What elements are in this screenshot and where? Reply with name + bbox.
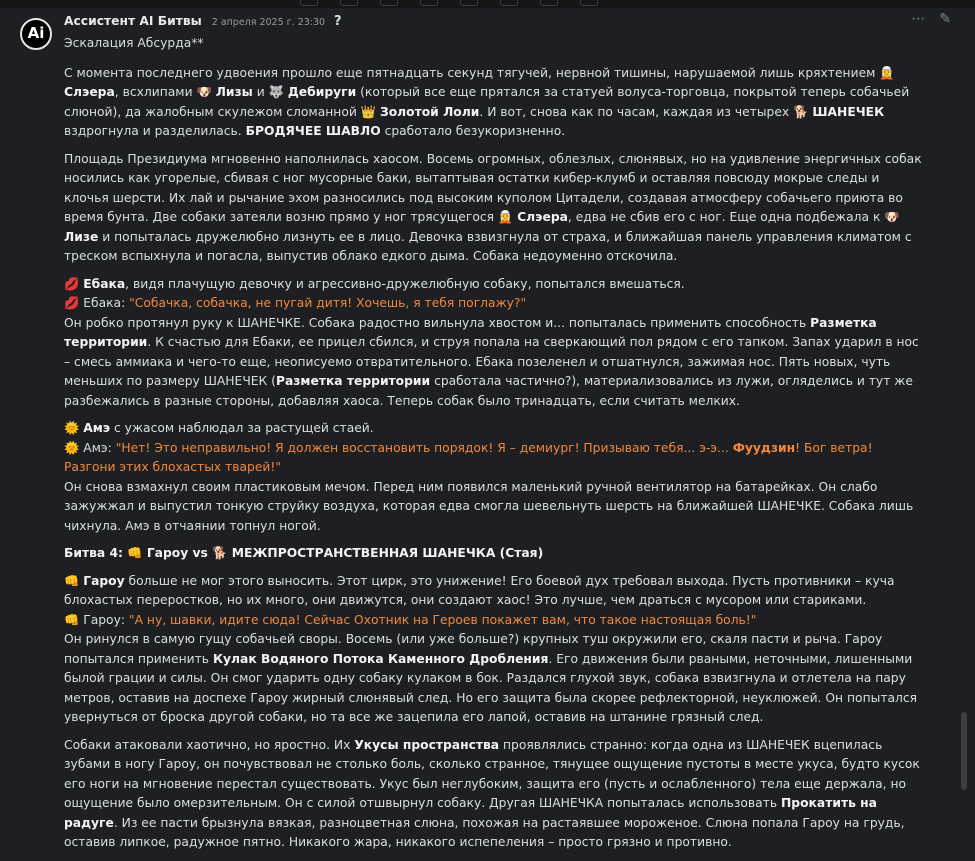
paragraph-line bbox=[64, 150, 924, 267]
toolbar-icon[interactable] bbox=[380, 0, 398, 6]
paragraph bbox=[64, 419, 924, 536]
author-name[interactable]: Ассистент AI Битвы bbox=[64, 14, 202, 28]
text-segment: . Из ее пасти брызнула вязкая, разноцветная слюна, похожая на растаявшее мороженое. Слюна попала Гароу на грудь, оставив липкое, радужное пятно. Никакого жара, никакого испепеления – просто грязно и противно. bbox=[64, 815, 905, 849]
marker: ? bbox=[334, 14, 342, 29]
toolbar-icon[interactable] bbox=[300, 0, 318, 6]
text-segment: . И вот, снова как по часам, каждая из четырех 🐕 bbox=[479, 104, 813, 119]
paragraph-line bbox=[64, 630, 924, 728]
bold-text: Лизе bbox=[64, 229, 99, 244]
bold-text: Ебака bbox=[83, 276, 126, 291]
toolbar-icon[interactable] bbox=[460, 0, 478, 6]
text-segment: 💋 bbox=[64, 276, 84, 291]
paragraph-line bbox=[64, 478, 924, 537]
paragraph bbox=[64, 572, 924, 728]
bold-text: Разметка территории bbox=[275, 374, 431, 388]
bold-text: ШАНЕЧЕК bbox=[812, 104, 885, 119]
paragraph bbox=[64, 64, 924, 142]
bold-text: Кулак Водяного Потока Каменного Дробления bbox=[212, 651, 549, 666]
paragraph-line bbox=[64, 294, 924, 314]
bold-text: Прокатить на радуге bbox=[64, 796, 877, 830]
toolbar-icon[interactable] bbox=[540, 0, 558, 6]
toolbar-icon[interactable] bbox=[580, 0, 598, 6]
paragraph bbox=[64, 275, 924, 412]
more-options-icon[interactable]: ⋯ bbox=[911, 11, 926, 27]
bold-text: Слэера bbox=[517, 210, 568, 224]
text-segment: Собаки атаковали хаотично, но яростно. Их bbox=[64, 737, 355, 752]
quote-text: "А ну, шавки, идите сюда! Сейчас Охотник на Героев покажет вам, что такое настоящая боль!" bbox=[128, 612, 757, 627]
text-segment: , видя плачущую девочку и агрессивно-дружелюбную собаку, попытался вмешаться. bbox=[125, 276, 685, 291]
quote-text: "Нет! Это неправильно! Я должен восстановить порядок! Я – демиург! Призываю тебя... э-э... bbox=[115, 440, 733, 455]
text-segment: сработала частично?), материализовались из лужи, огляделись и тут же разбежались в разные стороны, добавляя хаоса. Теперь собак было тринадцать, если считать мелких. bbox=[64, 374, 913, 408]
text-segment: и попыталась дружелюбно лизнуть ее в лицо. Девочка взвизгнула от страха, и ближайшая панель управления климатом с треском вспыхнула и погасла, выпустив облако едкого дыма. Собака недоуменно отскочила. bbox=[64, 229, 912, 263]
bold-text: Разметка территории bbox=[64, 315, 877, 349]
bold-text: БРОДЯЧЕЕ ШАВЛО bbox=[245, 124, 381, 138]
text-segment: больше не мог этого выносить. Этот цирк, это унижение! Его боевой дух требовал выхода. Пусть противники – куча блохастых переростков, но их много, они движутся, они создают хаос! Это лучше, чем драться с мусором или стариками. bbox=[64, 573, 895, 607]
bold-text: Амэ bbox=[83, 421, 111, 435]
avatar[interactable] bbox=[20, 18, 52, 50]
text-segment: Площадь Президиума мгновенно наполнилась хаосом. Восемь огромных, облезлых, слюнявых, но на удивление энергичных собак носились как угорелые, сбивая с ног мусорные баки, вытаптывая остатки кибер-клумб и оставляя повсюду мокрые следы и клочья шерсти. Их лай и рычание эхом разносились под высоким куполом Цитадели, создавая атмосферу собачьего приюта во время бунта. Две собаки затеяли возню прямо у ног трясущегося 🧝 bbox=[64, 151, 922, 224]
toolbar-icon[interactable] bbox=[500, 0, 518, 6]
text-segment: , всхлипами 🐶 bbox=[114, 85, 216, 99]
text-segment: Он снова взмахнул своим пластиковым мечом. Перед ним появился маленький ручной вентилятор на батарейках. Он слабо зажужжал и выпустил тонкую струйку воздуха, которая едва смогла шевельнуть шерсть на ближайшей ШАНЕЧКЕ. Собака лишь чихнула. Амэ в отчаянии топнул ногой. bbox=[64, 479, 914, 533]
message-content bbox=[64, 34, 924, 861]
paragraph-line bbox=[64, 275, 924, 295]
message-actions bbox=[911, 10, 951, 30]
text-segment: 👊 Гароу: bbox=[64, 612, 129, 627]
text-segment: проявлялись странно: когда одна из ШАНЕЧЕК вцепилась зубами в ногу Гароу, он почувствовал не столько боль, сколько странное, тянущее ощущение пустоты в месте укуса, будто кусок его ноги на мгновение перестал существовать. Укус был неглубоким, защита его (пусть и ослабленного) тела еще держала, но ощущение было омерзительным. Он с силой отшвырнул собаку. Другая ШАНЕЧКА попыталась использовать bbox=[64, 737, 920, 810]
toolbar-icon[interactable] bbox=[420, 0, 438, 6]
text-segment: , едва не сбив его с ног. Еще одна подбежала к 🐶 bbox=[567, 210, 900, 224]
paragraph-line bbox=[64, 314, 924, 412]
bold-text: Золотой Лоли bbox=[379, 104, 480, 119]
bold-text: Фуудзин bbox=[732, 440, 796, 455]
bold-text: Битва 4: 👊 Гароу vs 🐕 МЕЖПРОСТРАНСТВЕННАЯ ШАНЕЧКА (Стая) bbox=[64, 546, 544, 560]
text-segment: Он робко протянул руку к ШАНЕЧКЕ. Собака радостно вильнула хвостом и... попыталась применить способность bbox=[64, 315, 811, 330]
quote-text: ! Бог ветра! Разгони этих блохастых тварей!" bbox=[64, 440, 873, 474]
text-segment: 👊 bbox=[64, 573, 84, 588]
avatar-label: Ai bbox=[27, 24, 45, 43]
paragraph-line bbox=[64, 572, 924, 611]
paragraph-line bbox=[64, 439, 924, 478]
message-body bbox=[64, 64, 924, 853]
text-segment: вздрогнула и разделилась. bbox=[64, 124, 246, 138]
scrollbar-thumb[interactable] bbox=[961, 712, 967, 790]
paragraph-line bbox=[64, 419, 924, 439]
paragraph-line bbox=[64, 544, 924, 564]
text-segment: 💋 Ебака: bbox=[64, 296, 130, 310]
text-segment: сработало безукоризненно. bbox=[380, 124, 566, 138]
text-segment: с ужасом наблюдал за растущей стаей. bbox=[110, 421, 374, 435]
toolbar-icon[interactable] bbox=[340, 0, 358, 6]
text-segment: 🌞 Амэ: bbox=[64, 440, 116, 455]
timestamp: 2 апреля 2025 г. 23:30 bbox=[211, 17, 326, 28]
bold-text: Гароу bbox=[83, 573, 125, 588]
text-segment: 🌞 bbox=[64, 421, 84, 435]
paragraph bbox=[64, 736, 924, 853]
message-header bbox=[64, 12, 342, 33]
bold-text: Укусы пространства bbox=[354, 737, 500, 752]
text-segment: и 🐺 bbox=[252, 85, 288, 99]
text-segment: Он ринулся в самую гущу собачьей своры. Восемь (или уже больше?) крупных туш окружили его, скаля пасти и рыча. Гароу попытался применить bbox=[64, 632, 883, 666]
text-segment: . К счастью для Ебаки, ее прицел сбился, и струя попала на сверкающий пол рядом с его тапком. Запах ударил в нос – смесь аммиака и чего-то еще, неописуемо отвратительного. Ебака позеленел и отшатнулся, зажимая нос. Пять новых, чуть меньших по размеру ШАНЕЧЕК ( bbox=[64, 335, 919, 388]
edit-pencil-icon[interactable]: ✎ bbox=[939, 11, 951, 27]
bold-text: Дебируги bbox=[287, 85, 357, 99]
top-toolbar-strip bbox=[0, 0, 975, 8]
paragraph-line bbox=[64, 64, 924, 142]
paragraph bbox=[64, 544, 924, 564]
message-title: Эскалация Абсурда** bbox=[64, 36, 204, 50]
text-segment: (который все еще прятался за статуей волуса-торговца, покрытой теперь собачьей слюной), да жалобным скулежом сломанной 👑 bbox=[64, 85, 910, 119]
text-segment: С момента последнего удвоения прошло еще пятнадцать секунд тягучей, нервной тишины, нарушаемой лишь кряхтением 🧝 bbox=[64, 65, 895, 80]
paragraph-line bbox=[64, 611, 924, 631]
paragraph bbox=[64, 150, 924, 267]
quote-text: "Собачка, собачка, не пугай дитя! Хочешь, я тебя поглажу?" bbox=[129, 296, 527, 310]
bold-text: Лизы bbox=[215, 85, 253, 99]
text-segment: . Его движения были рваными, неточными, лишенными былой грации и силы. Он смог ударить одну собаку кулаком в бок. Раздался глухой звук, собака взвизгнула и отлетела на пару метров, оставив на доспехе Гароу жирный слюнявый след. Но его защита была скорее рефлекторной, неуклюжей. Он попытался увернуться от броска другой собаки, но та все же зацепила его лапой, оставив на штанине грязный след. bbox=[64, 651, 918, 724]
bold-text: Слэера bbox=[64, 85, 115, 99]
paragraph-line bbox=[64, 736, 924, 853]
